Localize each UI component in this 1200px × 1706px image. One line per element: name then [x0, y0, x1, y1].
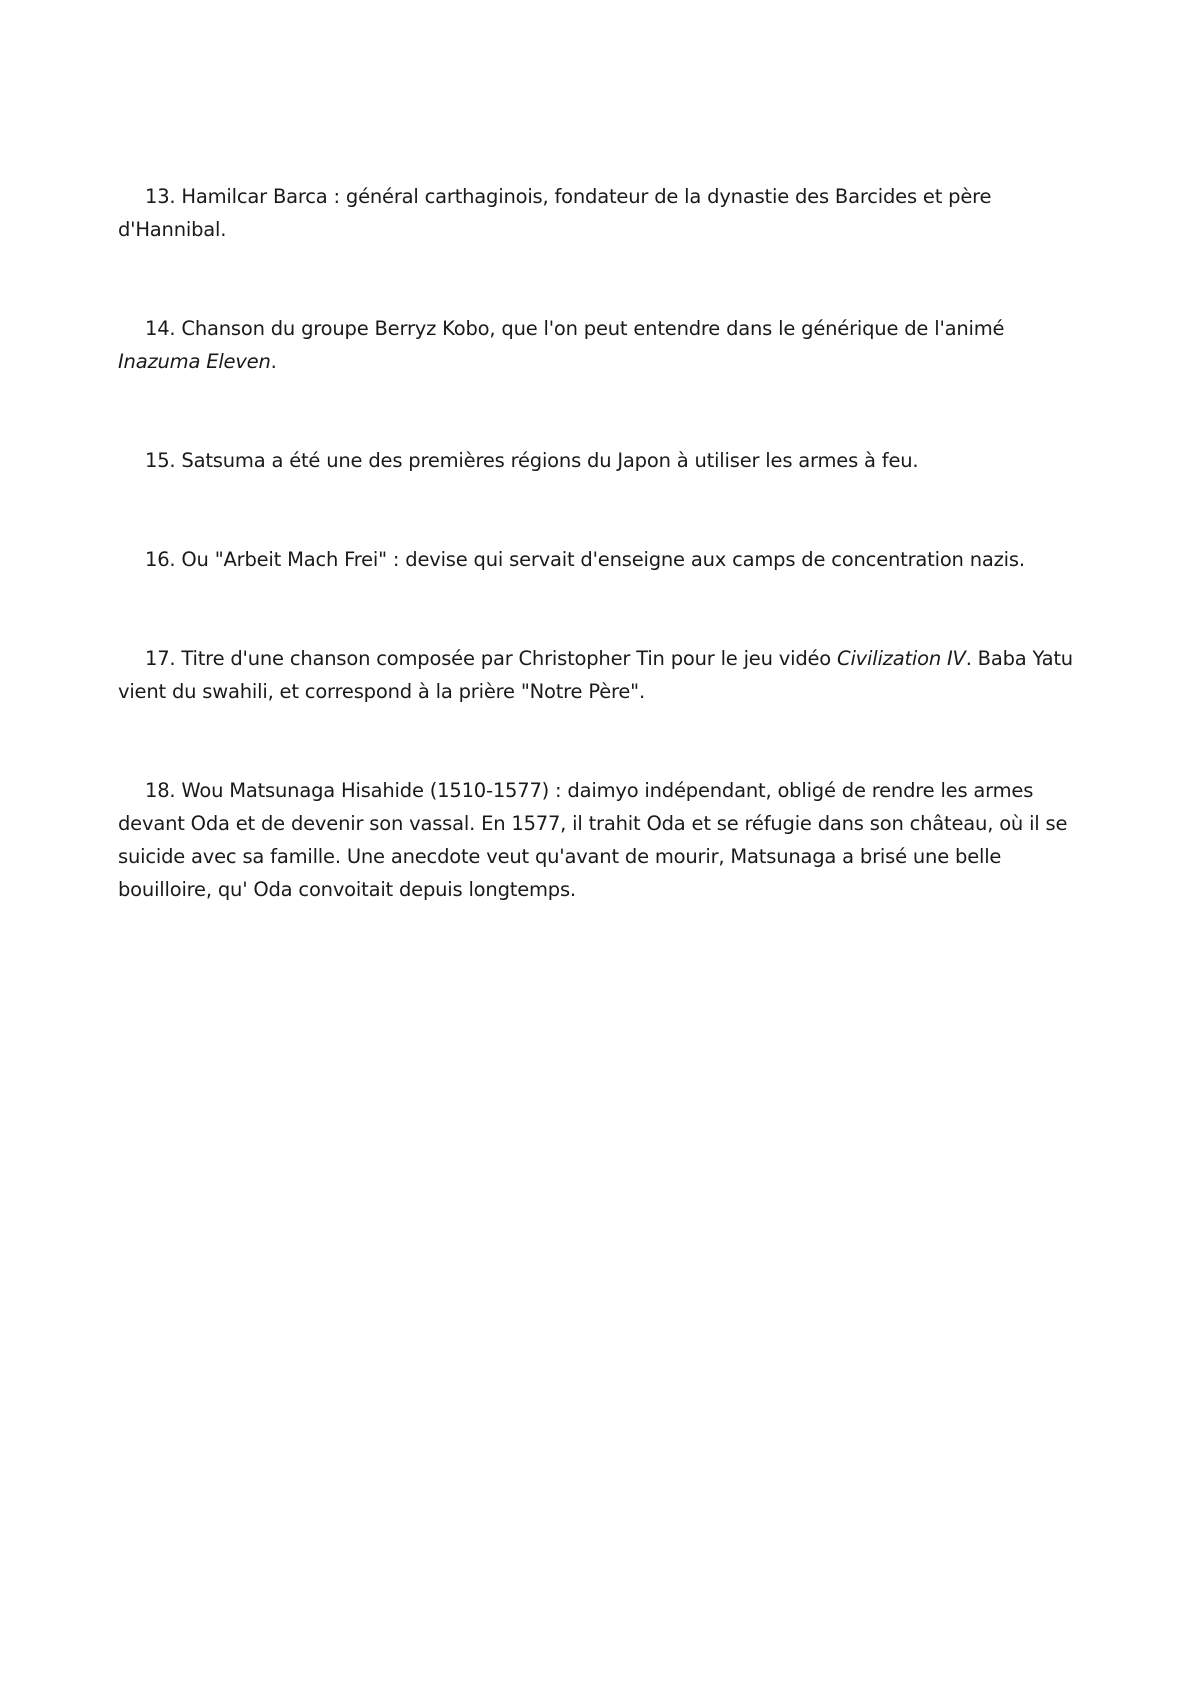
game-title: Civilization IV [837, 647, 966, 670]
footnotes-list [118, 180, 1086, 906]
footnote-15 [118, 444, 1086, 477]
footnote-18 [118, 774, 1086, 906]
footnote-text: 17. Titre d'une chanson composée par Christopher Tin pour le jeu vidéo [145, 647, 838, 670]
footnote-text: 18. Wou Matsunaga Hisahide (1510-1577) : daimyo indépendant, obligé de rendre les armes devant Oda et de devenir son vassal. En 1577, il trahit Oda et se réfugie dans son château, où il se suicide avec sa famille. Une anecdote veut qu'avant de mourir, Matsunaga a brisé une belle bouilloire, qu' Oda convoitait depuis longtemps. [118, 779, 1068, 901]
footnote-14 [118, 312, 1086, 378]
footnote-text: 13. Hamilcar Barca : général carthaginois, fondateur de la dynastie des Barcides et père d'Hannibal. [118, 185, 992, 241]
footnote-text: 15. Satsuma a été une des premières régions du Japon à utiliser les armes à feu. [145, 449, 919, 472]
footnote-text: . [270, 350, 277, 373]
footnote-text: 16. Ou "Arbeit Mach Frei" : devise qui servait d'enseigne aux camps de concentration nazis. [145, 548, 1025, 571]
footnote-13 [118, 180, 1086, 246]
anime-title: Inazuma Eleven [118, 350, 271, 373]
footnote-16 [118, 543, 1086, 576]
footnote-text: . Baba Yatu vient du swahili, et correspond à la prière "Notre Père". [118, 647, 1073, 703]
footnote-17 [118, 642, 1086, 708]
footnote-text: 14. Chanson du groupe Berryz Kobo, que l'on peut entendre dans le générique de l'animé [145, 317, 1005, 340]
